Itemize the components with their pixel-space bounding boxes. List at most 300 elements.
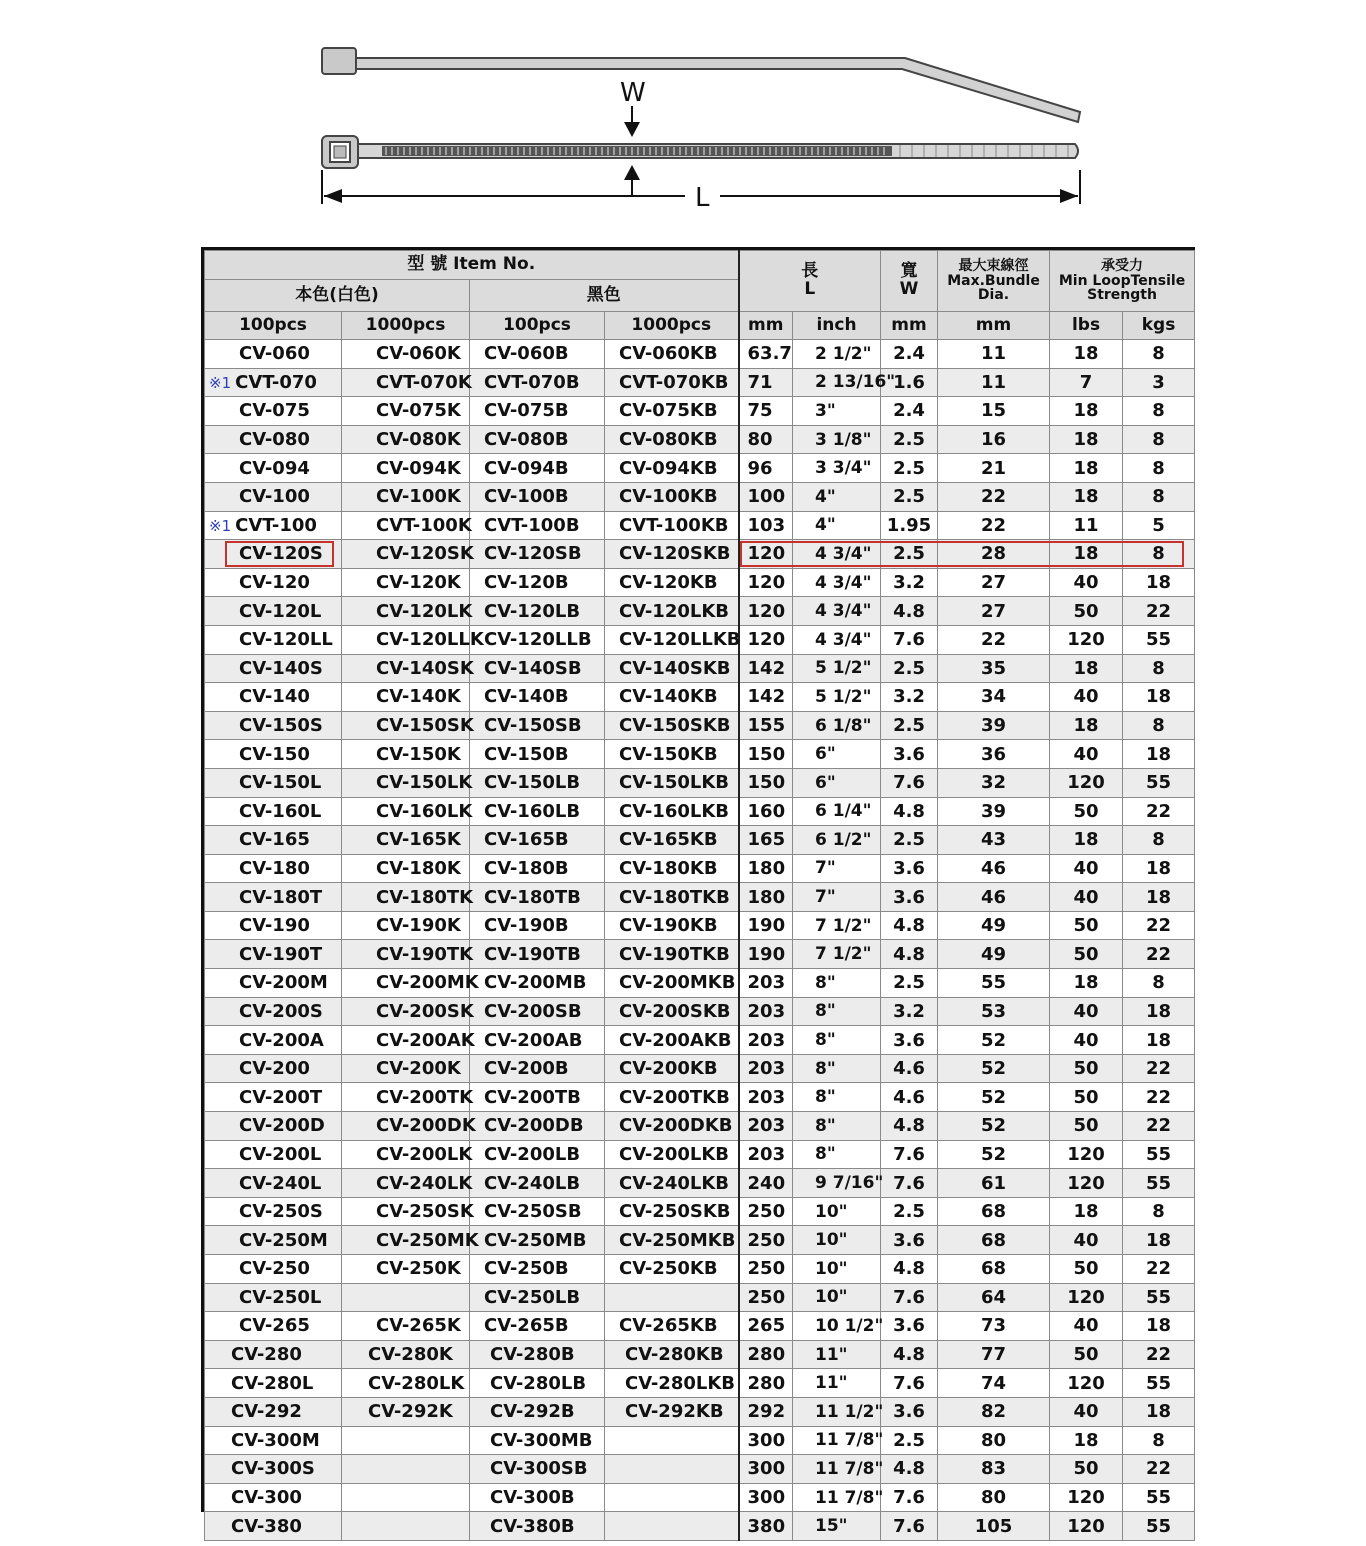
- length-mm-value: 120: [747, 572, 786, 594]
- model-100pcs-value: CV-190T: [239, 943, 323, 965]
- model-black-100pcs-value: CV-300SB: [490, 1458, 588, 1480]
- bundle-dia-mm-value: 16: [980, 429, 1007, 451]
- model-black-100pcs-cell: [470, 940, 605, 969]
- tensile-kgs-cell: [1123, 568, 1195, 597]
- model-black-100pcs-value: CV-150LB: [484, 772, 581, 794]
- model-100pcs-value: CV-200L: [239, 1143, 322, 1165]
- length-inch-cell: [793, 1512, 881, 1541]
- tensile-kgs-value: 22: [1145, 915, 1172, 937]
- length-inch-cell: [793, 969, 881, 998]
- tensile-kgs-value: 22: [1145, 1344, 1172, 1366]
- tensile-lbs-value: 120: [1067, 629, 1105, 651]
- tensile-lbs-cell: [1050, 1512, 1123, 1541]
- footnote-mark: ※1: [209, 516, 232, 535]
- length-inch-value: 4": [815, 486, 836, 507]
- width-mm-value: 7.6: [893, 1487, 925, 1509]
- bundle-dia-mm-value: 74: [980, 1372, 1007, 1394]
- table-header: [205, 251, 1195, 340]
- length-inch-value: 11 7/8": [815, 1430, 884, 1451]
- bundle-dia-mm-cell: [938, 454, 1050, 483]
- model-black-100pcs-cell: [470, 568, 605, 597]
- bundle-dia-mm-cell: [938, 997, 1050, 1026]
- length-inch-value: 7 1/2": [815, 944, 872, 965]
- model-100pcs-cell: [205, 854, 342, 883]
- width-mm-cell: [881, 1483, 938, 1512]
- model-100pcs-cell: [205, 1512, 342, 1541]
- length-inch-cell: [793, 768, 881, 797]
- tensile-lbs-cell: [1050, 911, 1123, 940]
- model-black-1000pcs-value: CV-060KB: [619, 343, 718, 365]
- model-100pcs-cell: [205, 597, 342, 626]
- tensile-kgs-cell: [1123, 454, 1195, 483]
- tensile-lbs-value: 40: [1073, 743, 1099, 765]
- model-1000pcs-cell: [342, 511, 470, 540]
- model-black-100pcs-cell: [470, 625, 605, 654]
- model-1000pcs-cell: [342, 368, 470, 397]
- width-mm-cell: [881, 1397, 938, 1426]
- model-1000pcs-cell: [342, 625, 484, 654]
- tensile-lbs-cell: [1050, 1312, 1123, 1341]
- table-row: [205, 540, 1195, 569]
- model-100pcs-cell: [205, 1226, 342, 1255]
- model-black-1000pcs-value: CV-165KB: [619, 829, 718, 851]
- tensile-lbs-cell: [1050, 883, 1123, 912]
- model-black-1000pcs-value: CV-280LKB: [625, 1372, 736, 1394]
- model-1000pcs-cell: [342, 1197, 474, 1226]
- length-inch-cell: [793, 826, 881, 855]
- tensile-kgs-value: 55: [1145, 1143, 1172, 1165]
- unit-100pcs-natural: 100pcs: [205, 312, 342, 340]
- tensile-kgs-cell: [1123, 940, 1195, 969]
- bundle-dia-mm-value: 46: [980, 886, 1007, 908]
- tensile-lbs-cell: [1050, 1083, 1123, 1112]
- tensile-kgs-cell: [1123, 997, 1195, 1026]
- tensile-lbs-cell: [1050, 454, 1123, 483]
- tensile-header-en-2: Strength: [1087, 287, 1157, 304]
- model-black-1000pcs-value: CV-250SKB: [619, 1201, 731, 1223]
- bundle-dia-mm-value: 83: [980, 1458, 1007, 1480]
- model-1000pcs-value: CV-265K: [376, 1315, 461, 1337]
- length-inch-value: 4 3/4": [815, 543, 872, 564]
- model-black-100pcs-cell: [470, 340, 605, 369]
- model-100pcs-value: CVT-100: [235, 514, 317, 536]
- bundle-dia-mm-cell: [938, 683, 1050, 712]
- bundle-dia-mm-cell: [938, 1369, 1050, 1398]
- tensile-kgs-cell: [1123, 854, 1195, 883]
- tensile-lbs-value: 40: [1073, 857, 1099, 879]
- table-row: [205, 1255, 1195, 1284]
- model-black-100pcs-cell: [470, 368, 605, 397]
- model-black-100pcs-value: CVT-070B: [484, 371, 580, 393]
- bundle-dia-mm-value: 55: [980, 972, 1007, 994]
- tensile-kgs-cell: [1123, 797, 1195, 826]
- table-row: [205, 1197, 1195, 1226]
- length-mm-value: 203: [747, 972, 786, 994]
- tensile-lbs-value: 50: [1073, 915, 1099, 937]
- length-mm-value: 96: [747, 457, 773, 479]
- bundle-dia-mm-value: 15: [980, 400, 1007, 422]
- length-inch-value: 4 3/4": [815, 572, 872, 593]
- length-mm-cell: [739, 1140, 793, 1169]
- tensile-lbs-cell: [1050, 1140, 1123, 1169]
- model-100pcs-cell: [205, 1197, 342, 1226]
- width-mm-value: 2.4: [893, 343, 925, 365]
- length-mm-value: 150: [747, 772, 786, 794]
- model-100pcs-value: CV-120S: [239, 543, 323, 565]
- tensile-kgs-value: 22: [1145, 800, 1172, 822]
- tensile-kgs-cell: [1123, 1197, 1195, 1226]
- length-mm-cell: [739, 482, 793, 511]
- model-black-100pcs-cell: [470, 1312, 605, 1341]
- tensile-kgs-value: 8: [1152, 486, 1165, 508]
- width-mm-value: 7.6: [893, 629, 925, 651]
- table-row: [205, 1397, 1195, 1426]
- tensile-lbs-value: 18: [1073, 543, 1099, 565]
- width-mm-value: 3.6: [893, 1315, 925, 1337]
- tensile-kgs-value: 18: [1145, 1029, 1172, 1051]
- bundle-dia-mm-cell: [938, 368, 1050, 397]
- length-mm-value: 71: [747, 371, 773, 393]
- bundle-dia-mm-value: 11: [980, 343, 1007, 365]
- length-mm-value: 292: [747, 1401, 786, 1423]
- width-mm-cell: [881, 1255, 938, 1284]
- model-100pcs-value: CV-292: [231, 1401, 302, 1423]
- length-inch-cell: [793, 1169, 884, 1198]
- model-100pcs-cell: [205, 1054, 342, 1083]
- length-mm-cell: [739, 826, 793, 855]
- bundle-dia-mm-cell: [938, 1169, 1050, 1198]
- model-black-100pcs-cell: [470, 826, 605, 855]
- length-inch-value: 10": [815, 1230, 848, 1251]
- width-mm-cell: [881, 1426, 938, 1455]
- model-100pcs-cell: [205, 1483, 342, 1512]
- length-header-en: L: [804, 279, 816, 299]
- bundle-dia-mm-value: 105: [974, 1515, 1013, 1537]
- model-black-100pcs-value: CV-140B: [484, 686, 569, 708]
- model-black-1000pcs-cell: [605, 511, 739, 540]
- width-mm-value: 2.5: [893, 1429, 925, 1451]
- tensile-kgs-value: 55: [1145, 1172, 1172, 1194]
- model-black-100pcs-cell: [470, 425, 605, 454]
- tensile-lbs-value: 120: [1067, 1487, 1105, 1509]
- length-mm-value: 203: [747, 1029, 786, 1051]
- tensile-kgs-cell: [1123, 625, 1195, 654]
- model-1000pcs-cell: [342, 1283, 470, 1312]
- length-mm-value: 380: [747, 1515, 786, 1537]
- model-100pcs-value: CV-200D: [239, 1115, 325, 1137]
- model-100pcs-value: CV-080: [239, 429, 310, 451]
- unit-bundle-mm: mm: [938, 312, 1050, 340]
- length-inch-value: 5 1/2": [815, 658, 872, 679]
- width-mm-cell: [881, 1312, 938, 1341]
- tensile-kgs-cell: [1123, 1455, 1195, 1484]
- bundle-dia-mm-cell: [938, 654, 1050, 683]
- length-mm-cell: [739, 1026, 793, 1055]
- tensile-lbs-value: 18: [1073, 657, 1099, 679]
- length-inch-cell: [793, 1340, 881, 1369]
- model-black-1000pcs-cell: [605, 397, 739, 426]
- bundle-dia-mm-value: 53: [980, 1000, 1007, 1022]
- length-inch-cell: [793, 597, 881, 626]
- tensile-kgs-cell: [1123, 1283, 1195, 1312]
- model-black-1000pcs-cell: [605, 883, 739, 912]
- length-inch-cell: [793, 397, 881, 426]
- length-mm-cell: [739, 1083, 793, 1112]
- model-100pcs-value: CV-200T: [239, 1086, 323, 1108]
- length-inch-value: 4 3/4": [815, 601, 872, 622]
- model-100pcs-cell: [205, 368, 342, 397]
- model-1000pcs-value: CV-120SK: [376, 543, 474, 565]
- length-mm-value: 280: [747, 1344, 786, 1366]
- bundle-dia-mm-value: 68: [980, 1229, 1007, 1251]
- model-100pcs-cell: [205, 1455, 342, 1484]
- model-black-100pcs-value: CV-080B: [484, 429, 569, 451]
- model-1000pcs-cell: [342, 540, 474, 569]
- tensile-kgs-value: 55: [1145, 1286, 1172, 1308]
- model-1000pcs-value: CV-250K: [376, 1258, 461, 1280]
- width-mm-value: 3.2: [893, 686, 925, 708]
- bundle-dia-mm-cell: [938, 711, 1050, 740]
- width-mm-value: 2.5: [893, 715, 925, 737]
- length-inch-value: 3": [815, 400, 836, 421]
- tensile-lbs-cell: [1050, 940, 1123, 969]
- model-100pcs-cell: [205, 797, 342, 826]
- model-1000pcs-cell: [342, 1426, 470, 1455]
- tensile-lbs-value: 50: [1073, 1086, 1099, 1108]
- width-mm-value: 4.8: [893, 943, 925, 965]
- width-header-cn: 寬: [900, 261, 918, 282]
- tensile-lbs-cell: [1050, 997, 1123, 1026]
- bundle-dia-mm-value: 52: [980, 1058, 1007, 1080]
- model-black-1000pcs-cell: [605, 425, 739, 454]
- model-100pcs-cell: [205, 1140, 342, 1169]
- tensile-lbs-value: 18: [1073, 457, 1099, 479]
- length-inch-value: 8": [815, 1001, 836, 1022]
- bundle-dia-mm-cell: [938, 740, 1050, 769]
- model-black-1000pcs-value: CV-190KB: [619, 915, 718, 937]
- model-black-1000pcs-value: CV-292KB: [625, 1401, 724, 1423]
- bundle-dia-mm-value: 28: [980, 543, 1007, 565]
- model-1000pcs-value: CV-060K: [376, 343, 461, 365]
- model-black-1000pcs-value: CV-075KB: [619, 400, 718, 422]
- length-mm-cell: [739, 1169, 793, 1198]
- table-body: [205, 340, 1195, 1541]
- model-1000pcs-value: CV-190TK: [376, 943, 474, 965]
- length-inch-cell: [793, 1112, 881, 1141]
- model-black-1000pcs-value: CV-200DKB: [619, 1115, 733, 1137]
- bundle-dia-mm-cell: [938, 911, 1050, 940]
- table-row: [205, 1140, 1195, 1169]
- length-mm-cell: [739, 854, 793, 883]
- width-mm-value: 2.5: [893, 429, 925, 451]
- model-black-1000pcs-cell: [605, 1483, 739, 1512]
- bundle-dia-mm-cell: [938, 1512, 1050, 1541]
- model-1000pcs-cell: [342, 768, 473, 797]
- width-mm-cell: [881, 1112, 938, 1141]
- model-100pcs-value: CV-180T: [239, 886, 323, 908]
- bundle-header-en-2: Dia.: [977, 287, 1010, 304]
- width-mm-value: 7.6: [893, 772, 925, 794]
- width-mm-cell: [881, 826, 938, 855]
- model-1000pcs-cell: [342, 397, 470, 426]
- tensile-kgs-value: 22: [1145, 1115, 1172, 1137]
- length-inch-value: 7": [815, 887, 836, 908]
- model-100pcs-value: CV-265: [239, 1315, 310, 1337]
- model-black-1000pcs-value: CVT-100KB: [619, 514, 729, 536]
- bundle-dia-mm-cell: [938, 1455, 1050, 1484]
- model-100pcs-cell: [205, 397, 342, 426]
- tensile-kgs-cell: [1123, 711, 1195, 740]
- length-inch-value: 8": [815, 972, 836, 993]
- tensile-lbs-cell: [1050, 625, 1123, 654]
- length-mm-cell: [739, 883, 793, 912]
- model-black-100pcs-cell: [470, 1397, 605, 1426]
- bundle-dia-mm-value: 22: [980, 514, 1007, 536]
- length-mm-cell: [739, 654, 793, 683]
- model-black-100pcs-cell: [470, 1483, 605, 1512]
- tensile-kgs-value: 8: [1152, 343, 1165, 365]
- width-mm-value: 7.6: [893, 1286, 925, 1308]
- bundle-dia-mm-cell: [938, 1340, 1050, 1369]
- model-black-1000pcs-cell: [605, 969, 739, 998]
- model-black-100pcs-value: CV-200DB: [484, 1115, 584, 1137]
- width-mm-value: 2.5: [893, 543, 925, 565]
- cable-tie-top-view: [322, 136, 1078, 168]
- model-black-100pcs-value: CV-280LB: [490, 1372, 587, 1394]
- tensile-lbs-value: 7: [1079, 371, 1093, 393]
- length-inch-cell: [793, 1483, 884, 1512]
- model-100pcs-cell: [205, 1369, 342, 1398]
- tensile-lbs-cell: [1050, 854, 1123, 883]
- model-100pcs-cell: [205, 1340, 342, 1369]
- model-1000pcs-value: CV-200SK: [376, 1000, 474, 1022]
- length-inch-value: 2 13/16": [815, 372, 896, 393]
- bundle-dia-mm-cell: [938, 425, 1050, 454]
- model-100pcs-cell: [205, 511, 342, 540]
- model-1000pcs-value: CV-120LK: [376, 600, 473, 622]
- length-mm-value: 250: [747, 1286, 786, 1308]
- length-inch-cell: [793, 854, 881, 883]
- model-100pcs-cell: [205, 997, 342, 1026]
- length-mm-value: 203: [747, 1000, 786, 1022]
- model-100pcs-value: CV-150L: [239, 772, 322, 794]
- bundle-dia-mm-cell: [938, 1226, 1050, 1255]
- width-mm-value: 3.6: [893, 1401, 925, 1423]
- length-inch-cell: [793, 740, 881, 769]
- bundle-dia-mm-value: 49: [980, 943, 1007, 965]
- model-black-1000pcs-cell: [605, 1455, 739, 1484]
- tensile-lbs-value: 18: [1073, 343, 1099, 365]
- bundle-header: [938, 251, 1050, 312]
- tensile-kgs-cell: [1123, 1340, 1195, 1369]
- length-header: [739, 251, 881, 312]
- model-black-100pcs-value: CV-100B: [484, 486, 569, 508]
- model-black-100pcs-value: CV-300MB: [490, 1429, 593, 1451]
- tensile-lbs-cell: [1050, 1283, 1123, 1312]
- length-mm-cell: [739, 997, 793, 1026]
- width-mm-cell: [881, 654, 938, 683]
- width-mm-cell: [881, 1283, 938, 1312]
- bundle-dia-mm-value: 32: [980, 772, 1007, 794]
- length-mm-cell: [739, 597, 793, 626]
- model-1000pcs-value: CV-280LK: [368, 1372, 465, 1394]
- table-row: [205, 568, 1195, 597]
- tensile-kgs-value: 8: [1152, 457, 1165, 479]
- width-mm-cell: [881, 540, 938, 569]
- tensile-kgs-value: 8: [1152, 1201, 1165, 1223]
- model-black-1000pcs-cell: [605, 1169, 739, 1198]
- length-inch-cell: [793, 997, 881, 1026]
- tensile-kgs-cell: [1123, 540, 1195, 569]
- length-mm-cell: [739, 425, 793, 454]
- model-100pcs-cell: [205, 1426, 342, 1455]
- unit-row: [205, 312, 1195, 340]
- model-1000pcs-cell: [342, 1512, 470, 1541]
- model-black-1000pcs-cell: [605, 1512, 739, 1541]
- model-1000pcs-cell: [342, 1397, 470, 1426]
- model-100pcs-value: CV-094: [239, 457, 310, 479]
- tensile-lbs-value: 120: [1067, 1143, 1105, 1165]
- model-black-100pcs-cell: [470, 1340, 605, 1369]
- width-mm-value: 7.6: [893, 1143, 925, 1165]
- length-mm-cell: [739, 940, 793, 969]
- width-mm-cell: [881, 854, 938, 883]
- width-mm-value: 3.6: [893, 857, 925, 879]
- tensile-lbs-cell: [1050, 740, 1123, 769]
- model-1000pcs-value: CV-080K: [376, 429, 461, 451]
- model-black-100pcs-value: CV-250B: [484, 1258, 569, 1280]
- width-mm-cell: [881, 1169, 938, 1198]
- model-100pcs-cell: [205, 1397, 342, 1426]
- length-inch-cell: [793, 540, 881, 569]
- bundle-dia-mm-cell: [938, 511, 1050, 540]
- width-mm-value: 2.5: [893, 972, 925, 994]
- length-inch-cell: [793, 1083, 881, 1112]
- table-row: [205, 1283, 1195, 1312]
- model-100pcs-value: CV-250: [239, 1258, 310, 1280]
- model-black-1000pcs-cell: [605, 1054, 739, 1083]
- tensile-lbs-cell: [1050, 969, 1123, 998]
- model-1000pcs-cell: [342, 1169, 473, 1198]
- bundle-dia-mm-value: 61: [980, 1172, 1007, 1194]
- table-row: [205, 511, 1195, 540]
- bundle-dia-mm-cell: [938, 597, 1050, 626]
- model-1000pcs-value: CV-100K: [376, 486, 461, 508]
- model-black-100pcs-cell: [470, 711, 605, 740]
- bundle-dia-mm-value: 46: [980, 857, 1007, 879]
- unit-1000pcs-black: 1000pcs: [605, 312, 739, 340]
- tensile-kgs-cell: [1123, 1226, 1195, 1255]
- width-mm-value: 2.5: [893, 486, 925, 508]
- length-mm-value: 150: [747, 743, 786, 765]
- model-100pcs-cell: [205, 683, 342, 712]
- width-header-en: W: [899, 279, 919, 299]
- model-100pcs-cell: [205, 1112, 342, 1141]
- tensile-lbs-cell: [1050, 368, 1123, 397]
- bundle-dia-mm-value: 43: [980, 829, 1007, 851]
- length-header-cn: 長: [801, 261, 819, 282]
- length-mm-value: 280: [747, 1372, 786, 1394]
- length-mm-value: 240: [747, 1172, 786, 1194]
- tensile-kgs-value: 3: [1152, 371, 1165, 393]
- table-row: [205, 826, 1195, 855]
- model-black-1000pcs-cell: [605, 768, 739, 797]
- length-mm-cell: [739, 368, 793, 397]
- model-black-100pcs-value: CV-265B: [484, 1315, 569, 1337]
- model-black-100pcs-cell: [470, 740, 605, 769]
- model-1000pcs-value: CV-165K: [376, 829, 461, 851]
- table-row: [205, 883, 1195, 912]
